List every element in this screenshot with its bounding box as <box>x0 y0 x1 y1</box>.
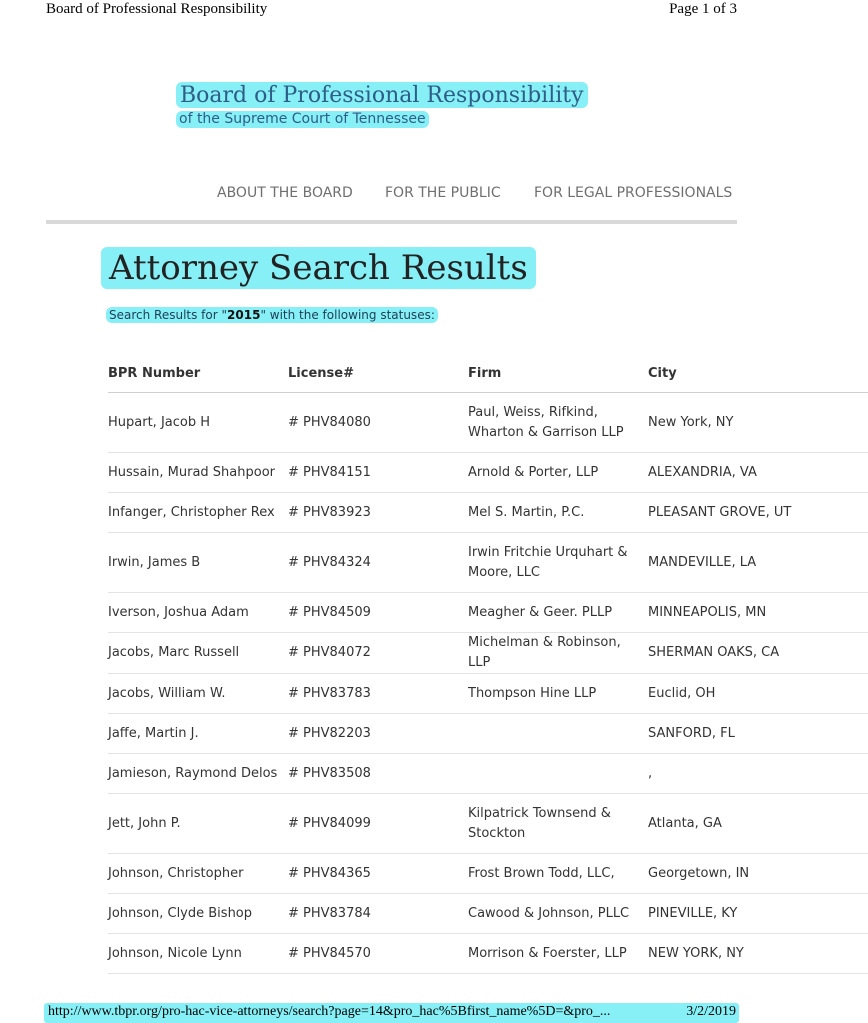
attorney-name[interactable]: Jacobs, Marc Russell <box>108 633 288 674</box>
license-number: # PHV84570 <box>288 934 468 974</box>
license-number: # PHV84080 <box>288 393 468 453</box>
print-footer <box>44 1003 739 1023</box>
table-row <box>108 714 868 754</box>
site-title[interactable]: Board of Professional Responsibility <box>176 82 588 108</box>
license-number: # PHV84072 <box>288 633 468 674</box>
attorney-name[interactable]: Johnson, Nicole Lynn <box>108 934 288 974</box>
attorney-name[interactable]: Jamieson, Raymond Delos <box>108 754 288 794</box>
print-header <box>0 0 791 22</box>
license-number: # PHV84324 <box>288 533 468 593</box>
city: PLEASANT GROVE, UT <box>648 493 868 533</box>
city: New York, NY <box>648 393 868 453</box>
table-row <box>108 593 868 633</box>
city: , <box>648 754 868 794</box>
table-row <box>108 894 868 934</box>
firm-name: Arnold & Porter, LLP <box>468 453 648 493</box>
table-header-row <box>108 355 868 393</box>
city: SANFORD, FL <box>648 714 868 754</box>
table-row <box>108 674 868 714</box>
attorney-name[interactable]: Irwin, James B <box>108 533 288 593</box>
table-row <box>108 453 868 493</box>
firm-name: Frost Brown Todd, LLC, <box>468 854 648 894</box>
table-row <box>108 854 868 894</box>
nav-divider <box>46 220 737 224</box>
license-number: # PHV83783 <box>288 674 468 714</box>
firm-name: Kilpatrick Townsend & Stockton <box>468 794 648 854</box>
attorney-name[interactable]: Iverson, Joshua Adam <box>108 593 288 633</box>
search-suffix: " with the following statuses: <box>260 308 435 322</box>
nav-item-for-legal-professionals[interactable]: FOR LEGAL PROFESSIONALS <box>534 185 733 201</box>
table-row <box>108 754 868 794</box>
attorney-name[interactable]: Hupart, Jacob H <box>108 393 288 453</box>
print-header-title: Board of Professional Responsibility <box>46 1 268 17</box>
city: Atlanta, GA <box>648 794 868 854</box>
table-row <box>108 633 868 674</box>
firm-name: Michelman & Robinson, LLP <box>468 633 648 674</box>
attorney-name[interactable]: Hussain, Murad Shahpoor <box>108 453 288 493</box>
print-header-page: Page 1 of 3 <box>669 1 737 17</box>
site-brand[interactable] <box>176 82 588 128</box>
table-row <box>108 934 868 974</box>
city: Georgetown, IN <box>648 854 868 894</box>
license-number: # PHV83784 <box>288 894 468 934</box>
license-number: # PHV84099 <box>288 794 468 854</box>
site-subtitle: of the Supreme Court of Tennessee <box>176 111 429 128</box>
city: MANDEVILLE, LA <box>648 533 868 593</box>
firm-name: Meagher & Geer. PLLP <box>468 593 648 633</box>
table-row <box>108 393 868 453</box>
city: Euclid, OH <box>648 674 868 714</box>
license-number: # PHV84151 <box>288 453 468 493</box>
firm-name <box>468 714 648 754</box>
license-number: # PHV83508 <box>288 754 468 794</box>
firm-name: Paul, Weiss, Rifkind, Wharton & Garrison LLP <box>468 393 648 453</box>
column-header-license[interactable]: License# <box>288 355 468 393</box>
firm-name: Morrison & Foerster, LLP <box>468 934 648 974</box>
table-row <box>108 794 868 854</box>
city: SHERMAN OAKS, CA <box>648 633 868 674</box>
table-row <box>108 493 868 533</box>
results-table <box>108 355 868 974</box>
search-prefix: Search Results for " <box>109 308 228 322</box>
attorney-name[interactable]: Jaffe, Martin J. <box>108 714 288 754</box>
column-header-bpr-number[interactable]: BPR Number <box>108 355 288 393</box>
firm-name: Irwin Fritchie Urquhart & Moore, LLC <box>468 533 648 593</box>
firm-name: Cawood & Johnson, PLLC <box>468 894 648 934</box>
main-nav <box>0 185 791 207</box>
license-number: # PHV82203 <box>288 714 468 754</box>
license-number: # PHV84509 <box>288 593 468 633</box>
print-footer-date: 3/2/2019 <box>686 1004 736 1019</box>
column-header-firm[interactable]: Firm <box>468 355 648 393</box>
attorney-name[interactable]: Infanger, Christopher Rex <box>108 493 288 533</box>
page-title: Attorney Search Results <box>101 247 536 289</box>
license-number: # PHV84365 <box>288 854 468 894</box>
results-table-container <box>108 355 792 975</box>
attorney-name[interactable]: Jacobs, William W. <box>108 674 288 714</box>
city: NEW YORK, NY <box>648 934 868 974</box>
firm-name: Mel S. Martin, P.C. <box>468 493 648 533</box>
search-term: 2015 <box>227 308 261 322</box>
firm-name <box>468 754 648 794</box>
table-row <box>108 533 868 593</box>
firm-name: Thompson Hine LLP <box>468 674 648 714</box>
nav-item-about-the-board[interactable]: ABOUT THE BOARD <box>217 185 353 201</box>
city: MINNEAPOLIS, MN <box>648 593 868 633</box>
attorney-name[interactable]: Johnson, Christopher <box>108 854 288 894</box>
nav-item-for-the-public[interactable]: FOR THE PUBLIC <box>385 185 501 201</box>
attorney-name[interactable]: Johnson, Clyde Bishop <box>108 894 288 934</box>
attorney-name[interactable]: Jett, John P. <box>108 794 288 854</box>
city: PINEVILLE, KY <box>648 894 868 934</box>
city: ALEXANDRIA, VA <box>648 453 868 493</box>
print-footer-url: http://www.tbpr.org/pro-hac-vice-attorneys/search?page=14&pro_hac%5Bfirst_name%5D=&pro_... <box>48 1004 611 1019</box>
column-header-city[interactable]: City <box>648 355 868 393</box>
search-summary <box>106 307 438 323</box>
license-number: # PHV83923 <box>288 493 468 533</box>
